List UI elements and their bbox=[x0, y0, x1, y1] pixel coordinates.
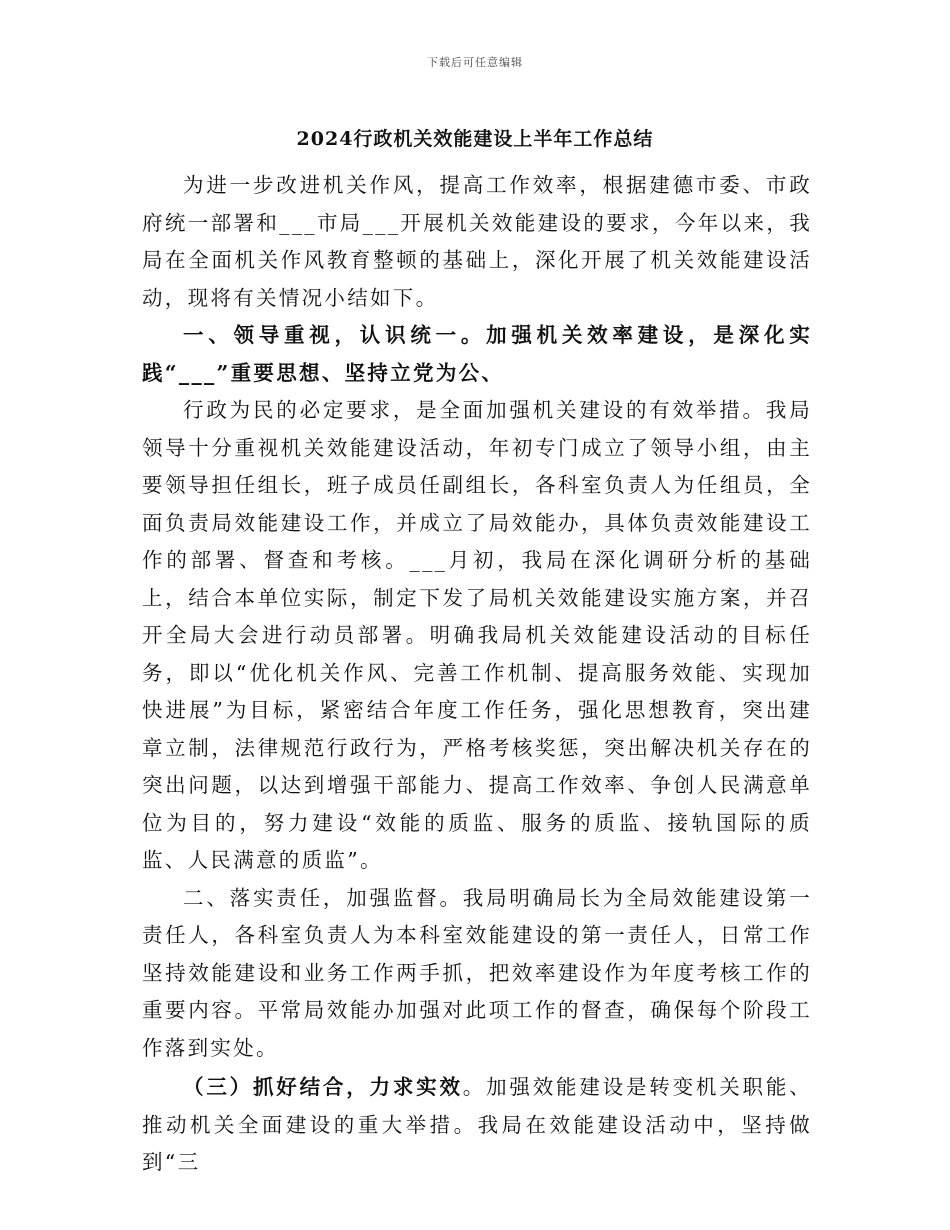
paragraph-section-one-body: 行政为民的必定要求，是全面加强机关建设的有效举措。我局领导十分重视机关效能建设活动，年初专门成立了领导小组，由主要领导担任组长，班子成员任副组长，各科室负责人为任组员，全面负责局效能建设工作，并成立了局效能办，具体负责效能建设工作的部署、督查和考核。___月初，我局在深化调研分析的基础上，结合本单位实际，制定下发了局机关效能建设实施方案，并召开全局大会进行动员部署。明确我局机关效能建设活动的目标任务，即以“优化机关作风、完善工作机制、提高服务效能、实现加快进展”为目标，紧密结合年度工作任务，强化思想教育，突出建章立制，法律规范行政行为，严格考核奖惩，突出解决机关存在的突出问题，以达到增强干部能力、提高工作效率、争创人民满意单位为目的，努力建设“效能的质监、服务的质监、接轨国际的质监、人民满意的质监”。 bbox=[142, 398, 812, 872]
paragraph-section-two: 二、落实责任，加强监督。我局明确局长为全局效能建设第一责任人，各科室负责人为本科室效能建设的第一责任人，日常工作坚持效能建设和业务工作两手抓，把效率建设作为年度考核工作的重要内容。平常局效能办加强对此项工作的督查，确保每个阶段工作落到实处。 bbox=[142, 885, 812, 1060]
paragraph-section-three bbox=[142, 1069, 812, 1182]
document-body bbox=[142, 167, 812, 1182]
section-three-text: 。加强效能建设是转变机关职能、推动机关全面建设的重大举措。我局在效能建设活动中，坚持做到“三 bbox=[142, 1075, 812, 1174]
document-title: 2024行政机关效能建设上半年工作总结 bbox=[296, 128, 654, 150]
section-three-heading: （三）抓好结合，力求实效 bbox=[183, 1075, 463, 1099]
paragraph-section-one-heading: 一、领导重视，认识统一。加强机关效率建设，是深化实践“___”重要思想、坚持立党为公、 bbox=[142, 323, 812, 385]
paragraph-intro: 为进一步改进机关作风，提高工作效率，根据建德市委、市政府统一部署和___市局___开展机关效能建设的要求，今年以来，我局在全面机关作风教育整顿的基础上，深化开展了机关效能建设活动，现将有关情况小结如下。 bbox=[142, 173, 812, 310]
header-note: 下载后可任意编辑 bbox=[427, 56, 523, 69]
